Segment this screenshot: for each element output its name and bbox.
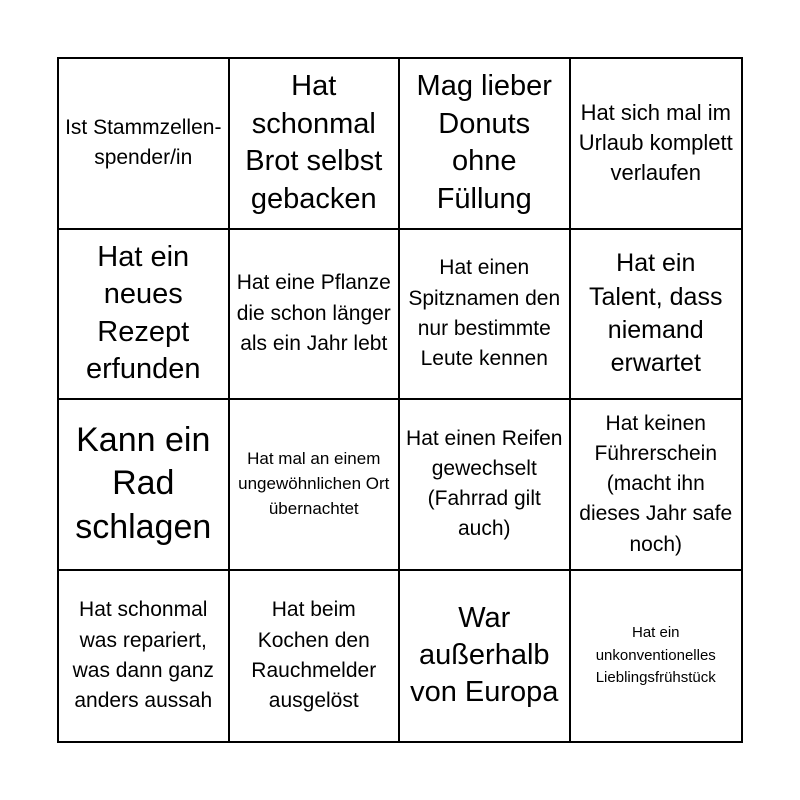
bingo-cell[interactable] [571, 400, 742, 571]
bingo-cell-text: Hat beim Kochen den Rauchmelder ausgelöst [251, 598, 377, 712]
bingo-cell[interactable] [230, 400, 401, 571]
bingo-cell-text: Hat schonmal Brot selbst gebacken [245, 70, 383, 215]
bingo-cell-text: Hat einen Spitznamen den nur bestimmte Leute kennen [408, 256, 561, 370]
bingo-board [57, 57, 743, 743]
bingo-cell[interactable] [400, 400, 571, 571]
bingo-cell-text: Ist Stammzellen-spender/in [65, 116, 222, 170]
bingo-cell[interactable] [59, 571, 230, 742]
bingo-cell-text: Hat keinen Führerschein (macht ihn dieses Jahr safe noch) [579, 411, 733, 556]
bingo-cell[interactable] [400, 59, 571, 230]
bingo-cell-text: War außerhalb von Europa [410, 601, 559, 709]
bingo-cell-text: Hat eine Pflanze die schon länger als ein Jahr lebt [236, 271, 391, 355]
bingo-cell[interactable] [571, 571, 742, 742]
bingo-cell-text: Hat mal an einem ungewöhnlichen Ort übernachtet [238, 449, 390, 518]
bingo-cell-text: Hat ein neues Rezept erfunden [86, 240, 201, 386]
bingo-cell-text: Mag lieber Donuts ohne Füllung [416, 70, 552, 215]
bingo-cell[interactable] [59, 230, 230, 401]
bingo-cell-text: Hat sich mal im Urlaub komplett verlaufen [578, 100, 733, 186]
bingo-cell-text: Kann ein Rad schlagen [75, 420, 212, 546]
bingo-cell[interactable] [230, 571, 401, 742]
bingo-cell-text: Hat ein unkonventionelles Lieblingsfrühstück [595, 624, 716, 686]
bingo-cell-text: Hat schonmal was repariert, was dann ganz anders aussah [72, 598, 214, 712]
bingo-cell[interactable] [400, 230, 571, 401]
bingo-cell-text: Hat ein Talent, dass niemand erwartet [589, 249, 723, 377]
bingo-cell-text: Hat einen Reifen gewechselt (Fahrrad gilt auch) [406, 426, 563, 541]
bingo-cell[interactable] [571, 230, 742, 401]
bingo-cell[interactable] [230, 59, 401, 230]
bingo-cell[interactable] [59, 400, 230, 571]
bingo-cell[interactable] [571, 59, 742, 230]
bingo-cell[interactable] [230, 230, 401, 401]
bingo-cell[interactable] [400, 571, 571, 742]
bingo-cell[interactable] [59, 59, 230, 230]
